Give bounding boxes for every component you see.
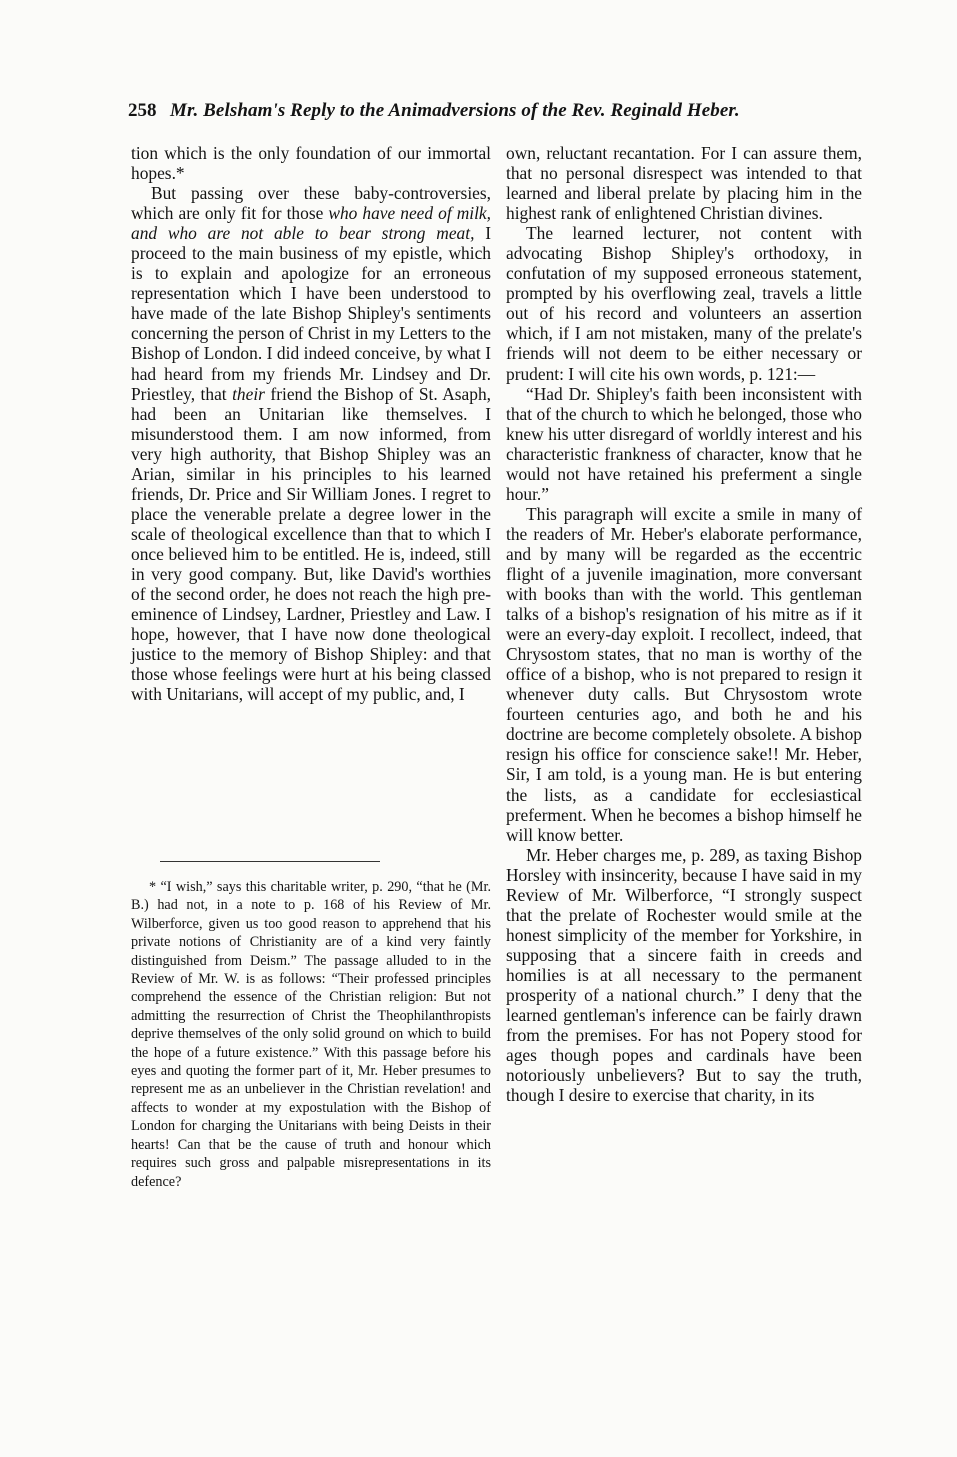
left-column <box>131 143 491 704</box>
left-p2-text-a: But passing over these baby-controversies, which are only fit for those <box>131 183 491 224</box>
left-p2-text-b: I proceed to the main business of my epistle, which is to explain and apologize for an erroneous representation which I have been understood to have made of the late Bishop Shipley's sentiments concerning the person of Christ in my Letters to the Bishop of London. I did indeed conceive, by what I had heard from my friends Mr. Lindsey and Dr. Priestley, that <box>131 223 491 404</box>
page-header <box>128 100 863 130</box>
left-paragraph-1: tion which is the only foundation of our immortal hopes.* <box>131 143 491 184</box>
left-p2-italic-quote: who have need of milk, and who are not able to bear strong meat, <box>131 203 491 244</box>
left-p2-text-c: friend the Bishop of St. Asaph, had been an Unitarian like themselves. I misunderstood them. I am now informed, from very high authority, that Bishop Shipley was an Arian, similar in his principles to his learned friends, Dr. Price and Sir William Jones. I regret to place the venerable prelate a degree lower in the scale of theological excellence than that to which I once believed him to be entitled. He is, indeed, still in very good company. But, like David's worthies of the second order, he does not reach the high pre-eminence of Lindsey, Lardner, Priestley and Law. I hope, however, that I have now done theological justice to the memory of Bishop Shipley: and that those whose feelings were hurt at his being classed with Unitarians, will accept of my public, and, I <box>131 383 491 705</box>
running-head: Mr. Belsham's Reply to the Animadversions of the Rev. Reginald Heber. <box>170 100 740 121</box>
right-paragraph-1: own, reluctant recantation. For I can assure them, that no personal disrespect was intended to that learned and liberal prelate by placing him in the highest rank of enlightened Christian divines. <box>506 143 862 224</box>
footnote-rule <box>160 861 380 862</box>
right-column <box>506 143 862 1105</box>
right-paragraph-2: The learned lecturer, not content with advocating Bishop Shipley's orthodoxy, in confutation of my supposed erroneous statement, prompted by his overflowing zeal, travels a little out of his record and volunteers an assertion which, if I am not mistaken, many of the prelate's friends will not deem to be either necessary or prudent: I will cite his own words, p. 121:— <box>506 223 862 384</box>
right-paragraph-3: This paragraph will excite a smile in many of the readers of Mr. Heber's elaborate performance, and by many will be regarded as the eccentric flight of a juvenile imagination, more conversant with books than with the world. This gentleman talks of a bishop's resignation of his mitre as if it were an every-day exploit. I recollect, indeed, that Chrysostom states, that no man is worthy of the office of a bishop, who is not prepared to resign it whenever duty calls. But Chrysostom wrote fourteen centuries ago, and both he and his doctrine are become completely obsolete. A bishop resign his office for conscience sake!! Mr. Heber, Sir, I am told, is a young man. He is but entering the lists, as a candidate for ecclesiastical preferment. When he becomes a bishop himself he will know better. <box>506 503 862 845</box>
right-paragraph-4: Mr. Heber charges me, p. 289, as taxing Bishop Horsley with insincerity, because I have said in my Review of Mr. Wilberforce, “I strongly suspect that the prelate of Rochester would smile at the honest simplicity of the member for Yorkshire, in supposing that a sincere faith in creeds and homilies is at all necessary to the permanent prosperity of a national church.” I deny that the learned gentleman's inference can be fairly drawn from the premises. For has not Popery stood for ages though popes and cardinals have been notoriously unbelievers? But to say the truth, though I desire to exercise that charity, in its <box>506 844 862 1106</box>
right-quotation: “Had Dr. Shipley's faith been inconsistent with that of the church to which he belonged, those who knew his utter disregard of worldly interest and his characteristic frankness of character, know that he would not have retained his preferment a single hour.” <box>506 383 862 504</box>
left-paragraph-2 <box>131 183 491 704</box>
footnote: * “I wish,” says this charitable writer, p. 290, “that he (Mr. B.) had not, in a note to p. 168 of his Review of Mr. Wilberforce, given us too good reason to apprehend that his private notions of Christianity are of a kind very faintly distinguished from Deism.” The passage alluded to in the Review of Mr. W. is as follows: “Their professed principles comprehend the essence of the Christian religion: But not admitting the resurrection of Christ the Theophilanthropists deprive themselves of the only solid ground on which to build the hope of a future existence.” With this passage before his eyes and quoting the former part of it, Mr. Heber presumes to represent me as an unbeliever in the Christian revelation! and affects to wonder at my expostulation with the Bishop of London for charging the Unitarians with being Deists in their hearts! Can that be the cause of truth and honour which requires such gross and palpable misrepresentations in its defence? <box>131 879 491 1190</box>
page-number: 258 <box>128 100 157 121</box>
left-p2-italic-their: their <box>232 383 265 404</box>
